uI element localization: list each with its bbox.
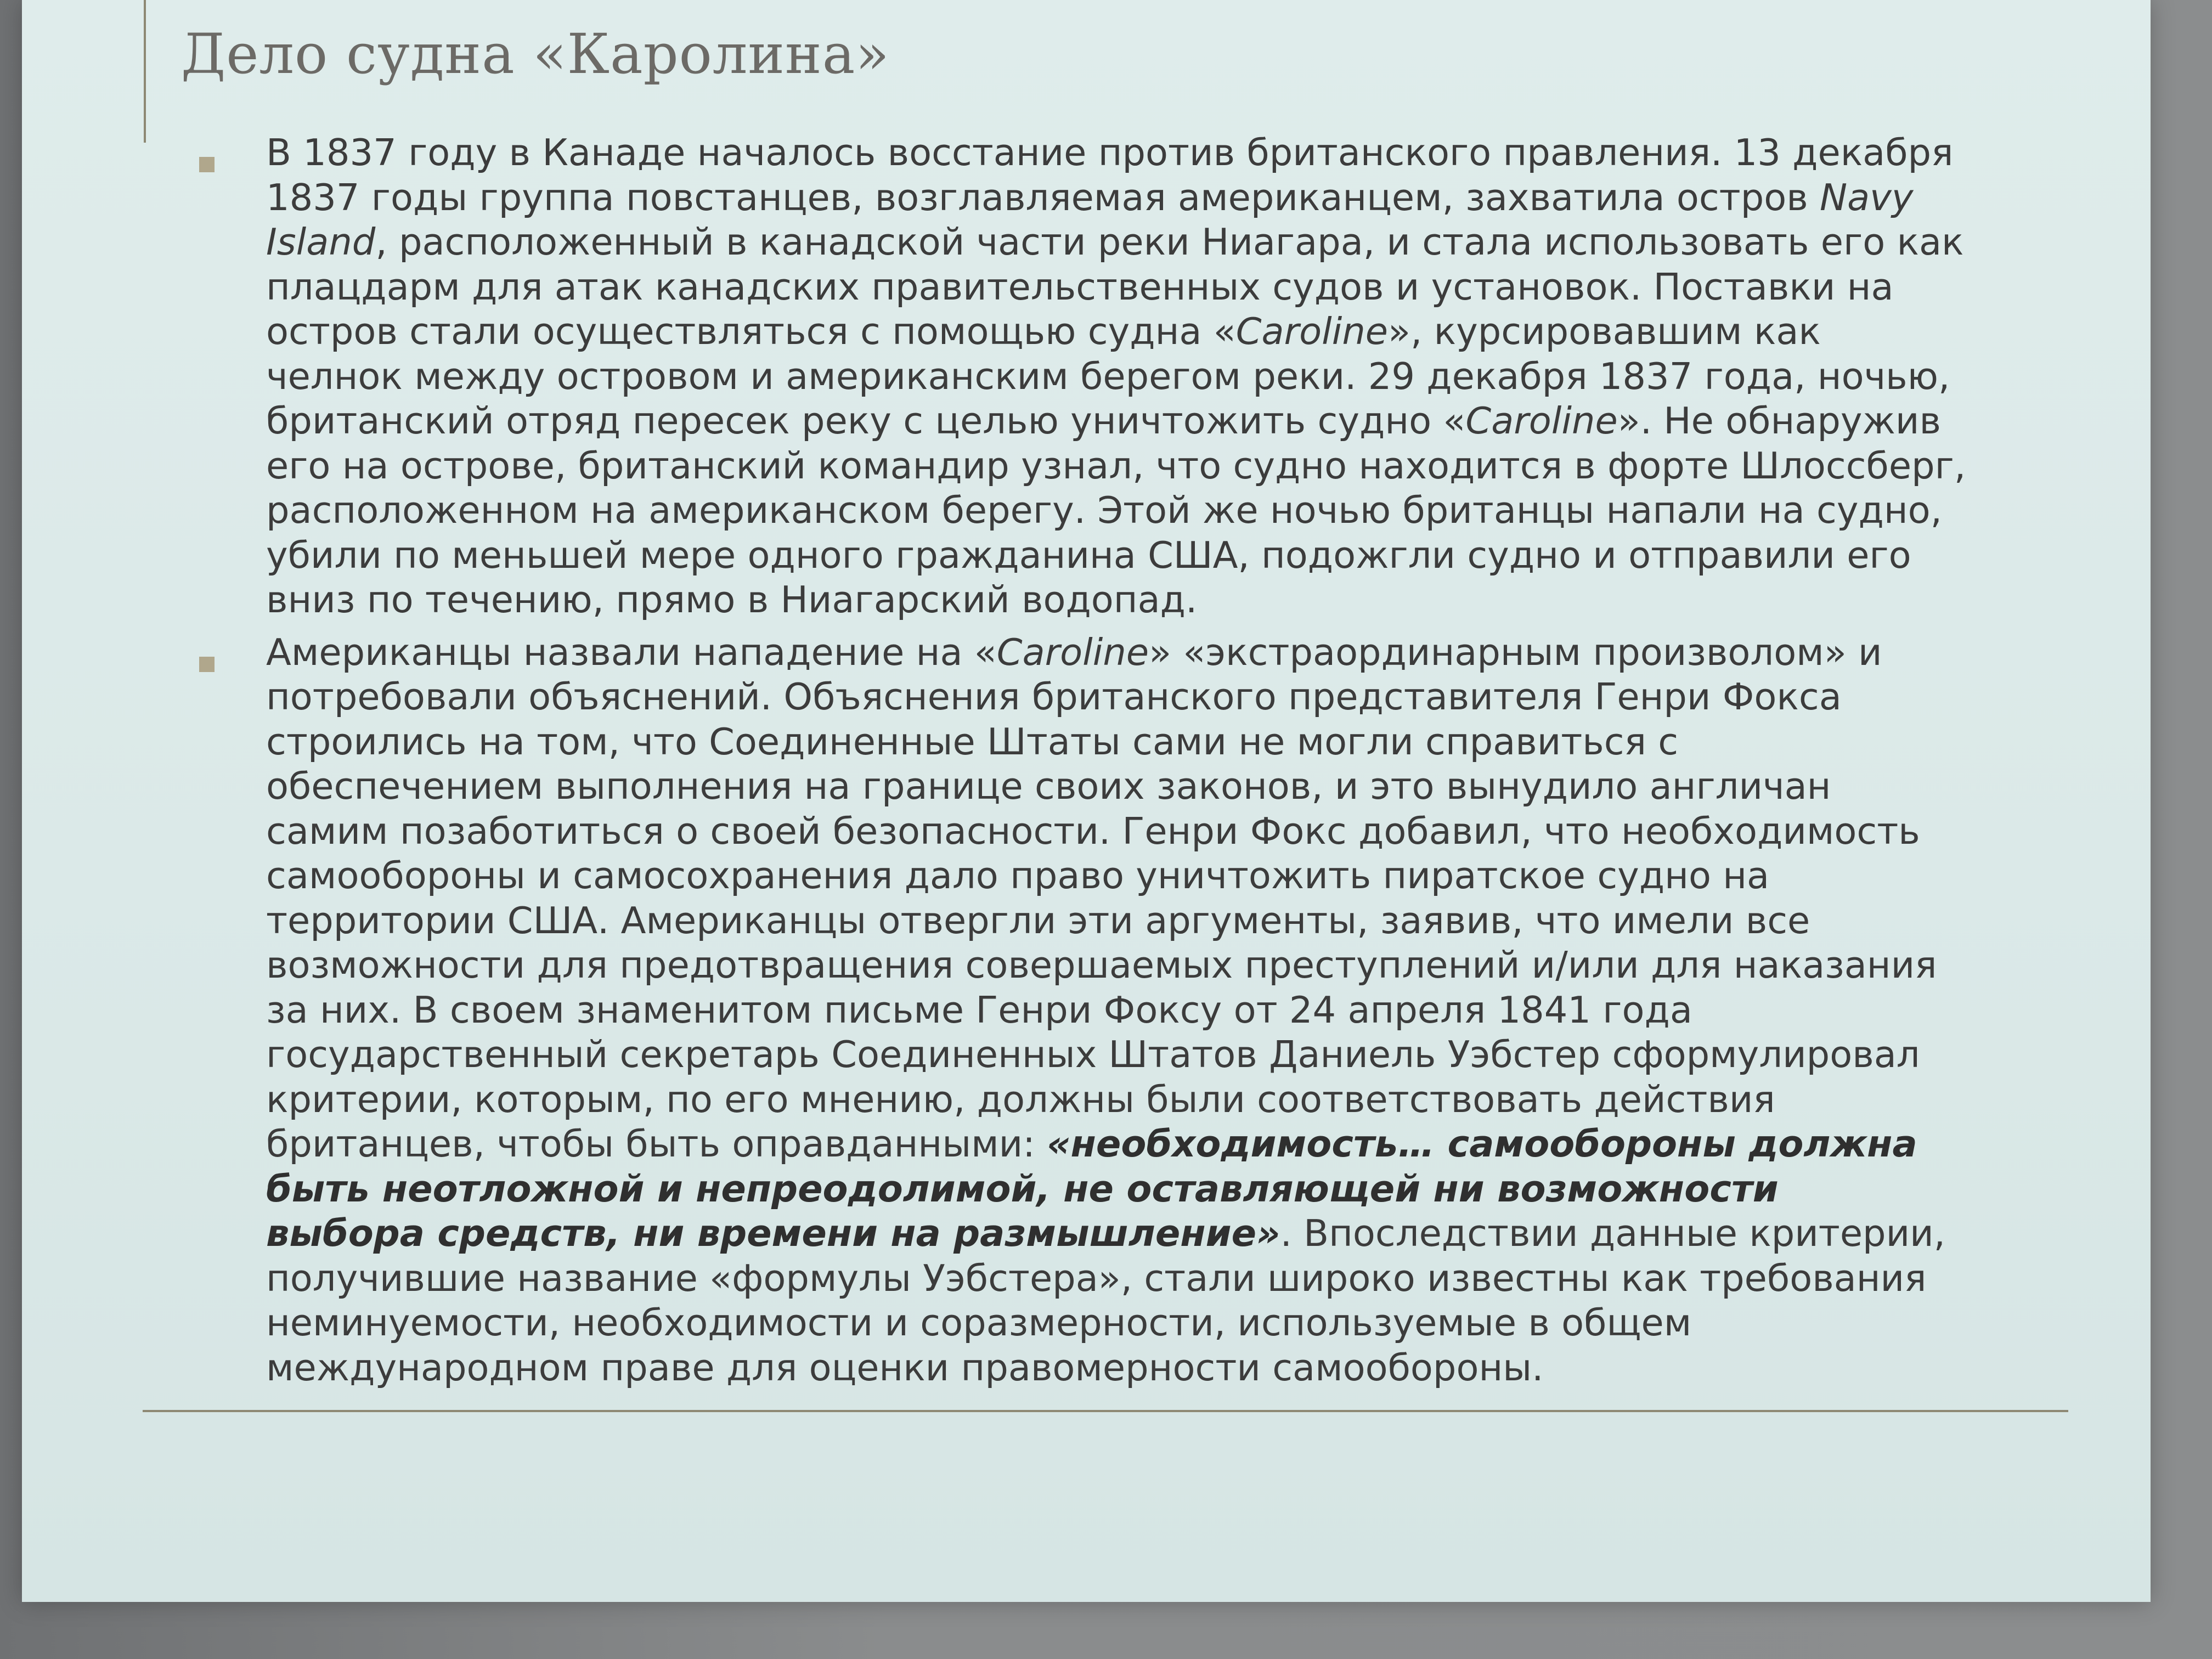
text-line <box>266 444 2068 489</box>
text-run: его на острове, британский командир узнал, что судно находится в форте Шлоссберг, <box>266 444 1966 487</box>
text-run: В 1837 году в Канаде началось восстание против британского правления. 13 декабря <box>266 131 1954 174</box>
text-line <box>266 1122 2068 1167</box>
text-line <box>266 854 2068 899</box>
text-line <box>266 1211 2068 1256</box>
text-run: за них. В своем знаменитом письме Генри Фоксу от 24 апреля 1841 года <box>266 988 1692 1031</box>
text-run: самообороны и самосохранения дало право уничтожить пиратское судно на <box>266 854 1770 897</box>
text-run: остров стали осуществляться с помощью судна « <box>266 310 1236 353</box>
text-line <box>266 488 2068 533</box>
text-run: Caroline <box>1235 310 1389 353</box>
text-run: неминуемости, необходимости и соразмерности, используемые в общем <box>266 1301 1692 1344</box>
text-line <box>266 1301 2068 1346</box>
text-line <box>266 630 2068 675</box>
text-run: быть неотложной и непреодолимой, не оставляющей ни возможности <box>266 1167 1779 1210</box>
text-run: вниз по течению, прямо в Ниагарский водопад. <box>266 578 1198 621</box>
text-run: Island <box>266 221 376 263</box>
text-run: , расположенный в канадской части реки Ниагара, и стала использовать его как <box>375 221 1964 263</box>
text-run: плацдарм для атак канадских правительственных судов и установок. Поставки на <box>266 265 1894 308</box>
text-run: Американцы назвали нападение на « <box>266 630 997 674</box>
text-line <box>266 1032 2068 1077</box>
text-line <box>266 1167 2068 1212</box>
text-run: 1837 годы группа повстанцев, возглавляемая американцем, захватила остров <box>266 176 1820 219</box>
slide-title: Дело судна «Каролина» <box>181 22 890 86</box>
text-run: выбора средств, ни времени на размышление» <box>266 1212 1280 1255</box>
text-line <box>266 988 2068 1033</box>
text-line <box>266 764 2068 809</box>
text-line <box>266 578 2068 623</box>
text-line <box>266 720 2068 765</box>
text-run: обеспечением выполнения на границе своих законов, и это вынудило англичан <box>266 765 1831 808</box>
text-line <box>266 220 2068 265</box>
bullet-paragraph-2 <box>165 630 2068 1391</box>
text-run: Caroline <box>996 630 1149 674</box>
text-run: международном праве для оценки правомерности самообороны. <box>266 1346 1544 1389</box>
text-run: критерии, которым, по его мнению, должны были соответствовать действия <box>266 1077 1775 1121</box>
paragraph-text <box>266 630 2068 1391</box>
text-line <box>266 943 2068 988</box>
text-line <box>266 131 2068 176</box>
text-run: самим позаботиться о своей безопасности. Генри Фокс добавил, что необходимость <box>266 809 1920 853</box>
text-line <box>266 675 2068 720</box>
text-run: челнок между островом и американским берегом реки. 29 декабря 1837 года, ночью, <box>266 354 1950 398</box>
text-run: потребовали объяснений. Объяснения британского представителя Генри Фокса <box>266 675 1842 718</box>
title-accent-line <box>144 0 146 143</box>
text-line <box>266 399 2068 444</box>
text-line <box>266 176 2068 221</box>
text-line <box>266 309 2068 354</box>
text-run: британцев, чтобы быть оправданными: <box>266 1122 1047 1165</box>
square-bullet-icon <box>199 157 215 172</box>
text-run: убили по меньшей мере одного гражданина США, подожгли судно и отправили его <box>266 533 1911 577</box>
text-line <box>266 1346 2068 1391</box>
bullet-paragraph-1 <box>165 131 2068 623</box>
text-line <box>266 1256 2068 1301</box>
slide-body <box>165 131 2068 1390</box>
text-line <box>266 809 2068 854</box>
text-run: территории США. Американцы отвергли эти аргументы, заявив, что имели все <box>266 899 1810 942</box>
square-bullet-icon <box>199 657 215 672</box>
text-run: британский отряд пересек реку с целью уничтожить судно « <box>266 399 1466 442</box>
text-run: Caroline <box>1465 399 1618 442</box>
text-run: . Впоследствии данные критерии, <box>1280 1212 1945 1255</box>
text-line <box>266 533 2068 578</box>
text-run: государственный секретарь Соединенных Штатов Даниель Уэбстер сформулировал <box>266 1033 1920 1076</box>
text-line <box>266 1077 2068 1122</box>
text-run: возможности для предотвращения совершаемых преступлений и/или для наказания <box>266 944 1937 986</box>
text-line <box>266 899 2068 944</box>
text-run: ». Не обнаружив <box>1617 399 1941 442</box>
text-line <box>266 265 2068 310</box>
paragraph-text <box>266 131 2068 623</box>
text-run: », курсировавшим как <box>1388 310 1821 353</box>
text-run: Navy <box>1820 176 1914 219</box>
text-line <box>266 354 2068 399</box>
text-run: «необходимость… самообороны должна <box>1047 1122 1917 1165</box>
text-run: расположенном на американском берегу. Этой же ночью британцы напали на судно, <box>266 489 1942 532</box>
text-run: » «экстраординарным произволом» и <box>1149 630 1882 674</box>
slide <box>22 0 2151 1602</box>
text-run: строились на том, что Соединенные Штаты сами не могли справиться с <box>266 720 1679 763</box>
text-run: получившие название «формулы Уэбстера», стали широко известны как требования <box>266 1256 1927 1300</box>
footer-divider <box>143 1410 2068 1412</box>
